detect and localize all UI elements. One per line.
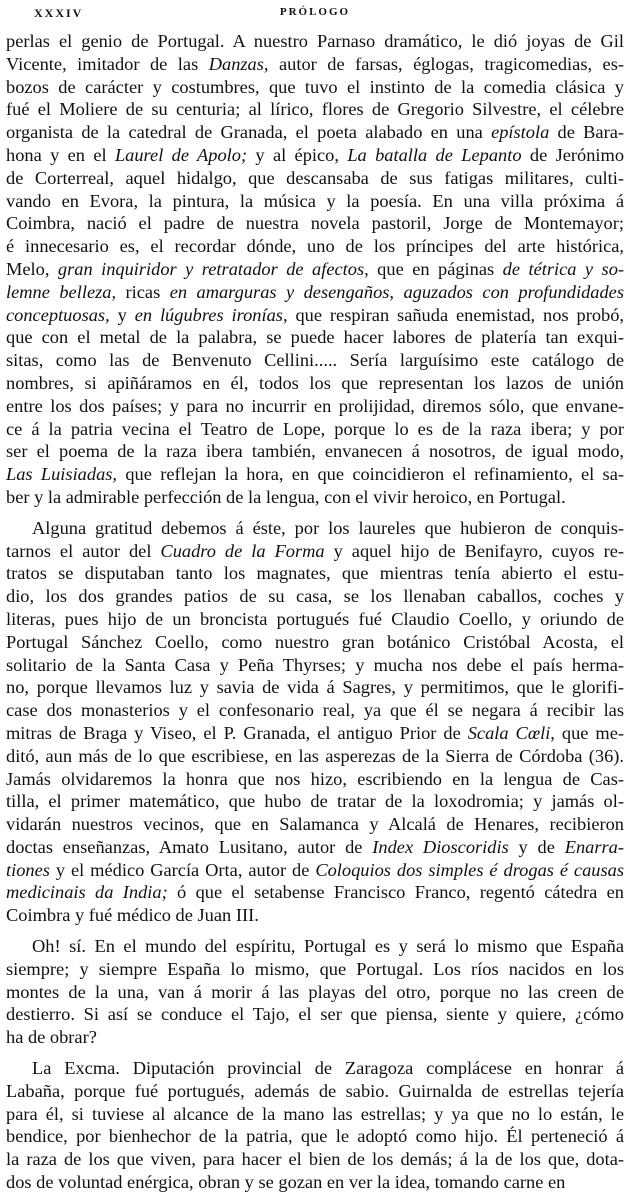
text-segment: montes de la una, van á morir á las playas del otro, porque no las creen de <box>6 981 624 1002</box>
text-line <box>6 631 624 654</box>
body-text <box>6 30 624 1194</box>
text-segment: mitras de Braga y Viseo, el P. Granada, el antiguo Prior de <box>6 722 468 743</box>
text-segment: Melo, <box>6 258 58 279</box>
text-line <box>6 235 624 258</box>
italic-text: tiones <box>6 859 50 880</box>
text-segment: y el médico García Orta, autor de <box>49 859 316 880</box>
italic-text: lemne belleza, <box>6 281 117 302</box>
text-line <box>6 144 624 167</box>
text-line <box>6 98 624 121</box>
text-line <box>6 859 624 882</box>
text-segment: Jamás olvidaremos la honra que nos hizo, escribiendo en la lengua de Cas- <box>6 768 624 789</box>
text-line <box>6 121 624 144</box>
text-line <box>6 608 624 631</box>
text-line <box>6 167 624 190</box>
text-segment: Coimbra, nació el padre de nuestra novela pastoril, Jorge de Montemayor; <box>6 213 624 234</box>
text-segment: ha de obrar? <box>6 1027 97 1048</box>
text-line <box>6 190 624 213</box>
text-segment: y de <box>508 836 565 857</box>
text-segment: fué el Moliere de su centuria; al lírico, flores de Gregorio Silvestre, el célebre <box>6 99 624 120</box>
text-line <box>6 1026 624 1049</box>
italic-text: Laurel de Apolo; <box>114 144 248 165</box>
text-line <box>6 76 624 99</box>
text-line <box>6 836 624 859</box>
text-line <box>6 486 624 509</box>
italic-text: La batalla de Lepanto <box>347 144 522 165</box>
text-segment: é innecesario es, el recordar dónde, uno de los príncipes del arte histórica, <box>6 236 624 257</box>
text-segment: la raza de los que viven, para hacer el bien de los demás; á la de los que, dota- <box>6 1149 624 1170</box>
text-segment: de Jerónimo <box>521 144 625 165</box>
text-segment: vando en Evora, la pintura, la música y la poesía. En una villa próxima á <box>6 190 624 211</box>
text-segment: de Bara- <box>549 122 624 143</box>
text-line <box>6 540 624 563</box>
text-segment: bendice, por bienhechor de la patria, que le adoptó como hijo. Él perteneció á <box>6 1126 624 1147</box>
text-line <box>6 654 624 677</box>
text-segment: ó que el setabense Francisco Franco, regentó cátedra en <box>167 882 624 903</box>
text-line <box>6 395 624 418</box>
text-segment: autor de farsas, églogas, tragicomedias, es- <box>268 53 624 74</box>
text-line <box>6 1103 624 1126</box>
text-line <box>6 790 624 813</box>
text-segment: sitas, como las de Benvenuto Cellini..... Sería larguísimo este catálogo de <box>6 350 624 371</box>
text-line <box>6 1148 624 1171</box>
italic-text: Cuadro de la Forma <box>160 540 325 561</box>
text-line <box>6 699 624 722</box>
text-line <box>6 463 624 486</box>
text-line <box>6 372 624 395</box>
text-segment: y <box>109 304 135 325</box>
text-line <box>6 304 624 327</box>
text-line <box>6 904 624 927</box>
text-line <box>6 1057 624 1080</box>
italic-text: en lúgubres ironías, <box>134 304 288 325</box>
text-segment: ricas <box>116 281 170 302</box>
text-segment: organista de la catedral de Granada, el poeta alabado en una <box>6 122 492 143</box>
page-header <box>0 6 630 26</box>
text-line <box>6 326 624 349</box>
text-segment: y al épico, <box>247 144 348 165</box>
text-line <box>6 981 624 1004</box>
text-segment: solitario de la Santa Casa y Peña Thyrses; y mucha nos debe el país herma- <box>6 654 624 675</box>
italic-text: de tétrica y so- <box>502 258 625 279</box>
text-segment: ditó, aun más de lo que escribiese, en las asperezas de la Sierra de Córdoba (36). <box>6 745 624 766</box>
text-line <box>6 281 624 304</box>
text-segment: para él, si tuviese al alcance de la mano las estrellas; y ya que no lo están, le <box>6 1103 624 1124</box>
text-segment: Labaña, porque fué portugués, además de sabio. Guirnalda de estrellas tejería <box>6 1080 624 1101</box>
italic-text: en amarguras y desengaños, aguzados con profundidades <box>169 281 624 302</box>
text-segment: ber y la admirable perfección de la lengua, con el vivir heroico, en Portugal. <box>6 486 566 507</box>
italic-text: Coloquios dos simples é drogas é causas <box>315 859 624 880</box>
text-line <box>6 745 624 768</box>
text-segment: vidarán nuestros vecinos, que en Salamanca y Alcalá de Henares, recibieron <box>6 814 624 835</box>
italic-text: epístola <box>491 122 550 143</box>
text-segment: que con el metal de la palabra, se puede hacer labores de platería tan exqui- <box>6 327 624 348</box>
page-number: XXXIV <box>34 6 84 20</box>
italic-text: Index Dioscoridis <box>372 836 509 857</box>
text-line <box>6 768 624 791</box>
italic-text: conceptuosas, <box>6 304 110 325</box>
text-segment: Oh! sí. En el mundo del espíritu, Portugal es y será lo mismo que España <box>32 936 624 957</box>
italic-text: Las Luisiadas, <box>6 464 118 485</box>
text-segment: Vicente, imitador de las <box>6 53 209 74</box>
text-line <box>6 258 624 281</box>
text-line <box>6 440 624 463</box>
text-segment: no, porque llevamos luz y savia de vida á Sagres, y permitimos, que le glorifi- <box>6 677 624 698</box>
text-segment: dio, los dos grandes patios de su casa, se los llenaban caballos, coches y <box>6 586 624 607</box>
text-line <box>6 881 624 904</box>
text-segment: tratos se disputaban tanto los magnates, que mientras tenía abierto el estu- <box>6 563 624 584</box>
text-segment: de Corterreal, aquel hidalgo, que descansaba de sus fatigas militares, culti- <box>6 167 624 188</box>
text-segment: nombres, si apiñáramos en él, todos los que representan los lazos de unión <box>6 372 624 393</box>
text-line <box>6 935 624 958</box>
text-segment: tilla, el primer matemático, que hubo de tratar de la loxodromia; y jamás ol- <box>6 791 624 812</box>
text-segment: perlas el genio de Portugal. A nuestro Parnaso dramático, le dió joyas de Gil <box>6 31 624 51</box>
text-segment: dos de voluntad enérgica, obran y se gozan en ver la idea, tomando carne en <box>6 1172 566 1193</box>
italic-text: Danzas, <box>208 53 269 74</box>
text-line <box>6 1003 624 1026</box>
text-segment: case dos monasterios y el confesonario real, ya que él se negara á recibir las <box>6 700 624 721</box>
italic-text: Scala Cœli, <box>467 722 555 743</box>
text-segment: Alguna gratitud debemos á éste, por los laureles que hubieron de conquis- <box>32 517 624 538</box>
italic-text: gran inquiridor y retratador de afectos, <box>57 258 369 279</box>
text-line <box>6 722 624 745</box>
text-segment: bozos de carácter y costumbres, que tuvo el instinto de la comedia clásica y <box>6 76 624 97</box>
text-segment: que me- <box>554 722 625 743</box>
text-line <box>6 958 624 981</box>
text-segment: literas, pues hijo de un broncista portugués fué Claudio Coello, y oriundo de <box>6 608 624 629</box>
text-line <box>6 813 624 836</box>
text-segment: que respiran sañuda enemistad, nos probó, <box>287 304 624 325</box>
text-line <box>6 562 624 585</box>
text-segment: doctas enseñanzas, Amato Lusitano, autor de <box>6 836 373 857</box>
text-line <box>6 1080 624 1103</box>
text-segment: ce á la patria vecina el Teatro de Lope, porque lo es de la raza ibera; y por <box>6 418 624 439</box>
text-line <box>6 349 624 372</box>
paragraph <box>6 1057 624 1194</box>
text-segment: Portugal Sánchez Coello, como nuestro gran botánico Cristóbal Acosta, el <box>6 631 624 652</box>
italic-text: medicinais da India; <box>6 882 168 903</box>
italic-text: Enarra- <box>564 836 624 857</box>
running-head: PRÓLOGO <box>279 6 351 18</box>
text-line <box>6 418 624 441</box>
text-segment: y aquel hijo de Benifayro, cuyos re- <box>324 540 624 561</box>
text-line <box>6 30 624 53</box>
text-line <box>6 53 624 76</box>
paragraph <box>6 30 624 509</box>
text-line <box>6 212 624 235</box>
text-line <box>6 585 624 608</box>
text-segment: que en páginas <box>368 258 503 279</box>
text-line <box>6 1125 624 1148</box>
text-segment: hona y en el <box>6 144 115 165</box>
paragraph <box>6 517 624 927</box>
text-line <box>6 517 624 540</box>
text-segment: Coimbra y fué médico de Juan III. <box>6 905 259 926</box>
text-line <box>6 1171 624 1194</box>
text-segment: siempre; y siempre España lo mismo, que Portugal. Los ríos nacidos en los <box>6 958 624 979</box>
text-segment: tarnos el autor del <box>6 540 161 561</box>
text-segment: entre los dos países; y para no incurrir en prolijidad, diremos sólo, que envane- <box>6 395 624 416</box>
text-segment: destierro. Si así se conduce el Tajo, el ser que piensa, siente y quiere, ¿cómo <box>6 1004 624 1025</box>
text-segment: La Excma. Diputación provincial de Zaragoza complácese en honrar á <box>32 1058 624 1079</box>
text-segment: que reflejan la hora, en que coincidieron el refinamiento, el sa- <box>117 464 624 485</box>
text-segment: ser el poema de la raza ibera también, envanecen á nosotros, de igual modo, <box>6 441 624 462</box>
text-line <box>6 676 624 699</box>
paragraph <box>6 935 624 1049</box>
